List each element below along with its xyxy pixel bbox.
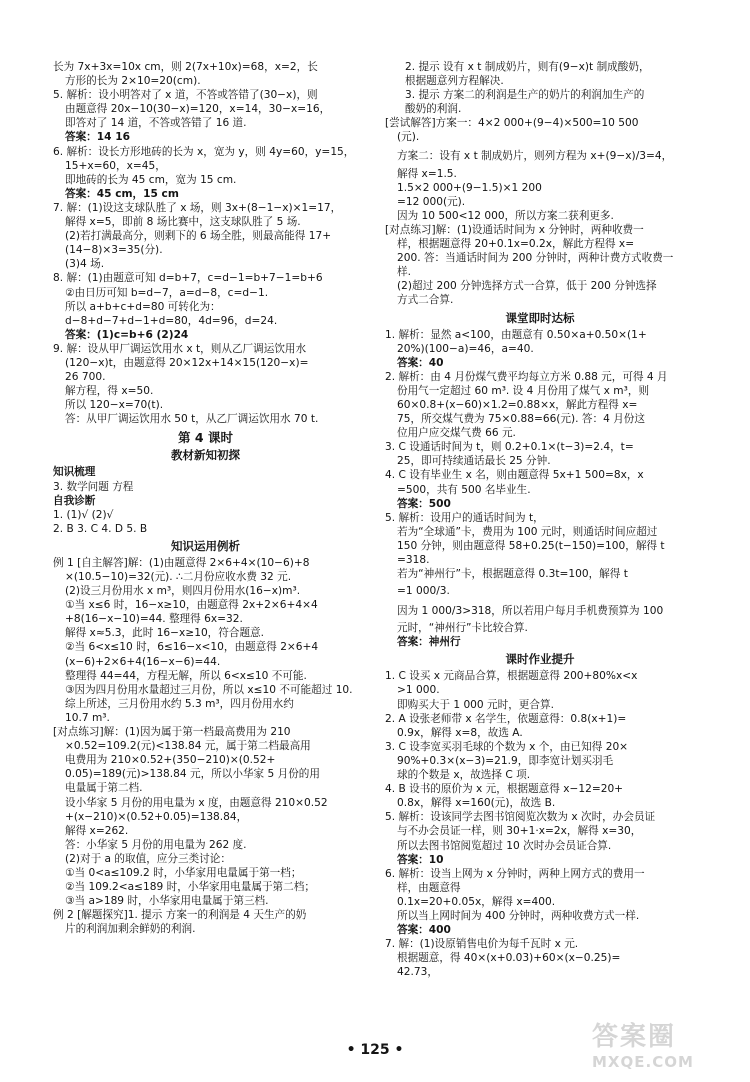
- text-line: ×0.52=109.2(元)<138.84 元，属于第二档最高用: [65, 740, 311, 753]
- text-line: 若为“神州行”卡，根据题意得 0.3t=100，解得 t: [397, 568, 628, 581]
- practice-block: [对点练习]解：(1)设通话时间为 x 分钟时，两种收费一: [385, 223, 644, 236]
- text-line: 所以 120−x=70(t).: [65, 399, 164, 412]
- text-line: (元).: [397, 131, 420, 144]
- answer-item-4: 4. C 设有毕业生 x 名，则由题意得 5x+1 500=8x，x: [385, 469, 644, 482]
- fraction-line: 因为 1 000/3>318，所以若用户每月手机费预算为 100: [397, 605, 664, 618]
- text-line: ×(10.5−10)=32(元). ∴二月份应收水费 32 元.: [65, 571, 292, 583]
- text-line: 电费用为 210×0.52+(350−210)×(0.52+: [65, 754, 276, 767]
- homework-item-3: 3. C 设李宽买羽毛球的个数为 x 个，由已知得 20×: [385, 740, 629, 753]
- text-line: (2)超过 200 分钟选择方式一合算，低于 200 分钟选择: [397, 280, 657, 293]
- answer-item-2: 2. 解析：由 4 月份煤气费平均每立方米 0.88 元，可得 4 月: [385, 370, 668, 383]
- text-line: 90%+0.3×(x−3)=21.9，即李宽计划买羽毛: [397, 754, 614, 767]
- text-line: 设小华家 5 月份的用电量为 x 度，由题意得 210×0.52: [65, 796, 328, 809]
- watermark-title: 答案圈: [592, 1022, 677, 1052]
- text-line: 答：从甲厂调运饮用水 50 t，从乙厂调运饮用水 70 t.: [65, 413, 319, 426]
- text-line: 样，根据题意得 20+0.1x=0.2x，解此方程得 x=: [397, 238, 635, 251]
- answer-label: 答案：神州行: [397, 636, 461, 649]
- text-line: 解方程，得 x=50.: [65, 385, 154, 398]
- answer-label: 答案：(1)c=b+6 (2)24: [65, 328, 189, 341]
- text-line: 即购买大于 1 000 元时，更合算.: [397, 698, 554, 711]
- text-line: ③因为四月份用水量超过三月份，所以 x≤10 不可能超过 10.: [65, 683, 353, 696]
- text-line: 60×0.8+(x−60)×1.2=0.88×x，解此方程得 x=: [397, 398, 638, 411]
- text-line: 1.5×2 000+(9−1.5)×1 200: [397, 181, 542, 194]
- text-line: 片的利润加剩余鲜奶的利润.: [65, 923, 196, 936]
- text-line: 42.73，: [397, 966, 438, 979]
- text-line: 整理得 44=44，方程无解，所以 6<x≤10 不可能.: [65, 669, 307, 682]
- text-line: 球的个数是 x，故选择 C 项.: [397, 769, 531, 782]
- text-line: (14−8)×3=35(分).: [65, 244, 163, 257]
- text-line: 15+x=60，x=45，: [65, 159, 166, 172]
- text-line: 酸奶的利润.: [405, 103, 462, 116]
- example-1: 例 1 [自主解答]解：(1)由题意得 2×6+4×(10−6)+8: [53, 556, 310, 569]
- text-line: (120−x)t，由题意得 20×12x+14×15(120−x)=: [65, 356, 309, 369]
- answer-label: 答案：14 16: [65, 131, 130, 144]
- text-line: (2)若打满最高分，则剩下的 6 场全胜，则最高能得 17+: [65, 230, 332, 243]
- text-line: 解得 x=5，即前 8 场比赛中，这支球队胜了 5 场.: [65, 216, 301, 229]
- text-line: 电量属于第二档.: [65, 782, 143, 795]
- text-line: 根据题意，得 40×(x+0.03)+60×(x−0.25)=: [397, 952, 621, 965]
- text-line: (2)对于 a 的取值，应分三类讨论：: [65, 852, 231, 865]
- text-line: =500，共有 500 名毕业生.: [397, 483, 531, 496]
- text-line: 样.: [397, 266, 411, 279]
- text-line: 份用气一定超过 60 m³. 设 4 月份用了煤气 x m³，则: [397, 384, 650, 397]
- text-line: 长为 7x+3x=10x cm，则 2(7x+10x)=68，x=2，长: [53, 61, 318, 73]
- text-line: 答：小华家 5 月份的用电量为 262 度.: [65, 838, 247, 851]
- text-line: 与不办会员证一样，则 30+1·x=2x，解得 x=30，: [397, 825, 642, 838]
- text-line: +(x−210)×(0.52+0.05)=138.84，: [65, 810, 248, 823]
- text-line: 0.1x=20+0.05x，解得 x=400.: [397, 895, 556, 908]
- text-line: 解得 x=262.: [65, 824, 129, 837]
- homework-item-1: 1. C 设买 x 元商品合算，根据题意得 200+80%x<x: [385, 670, 638, 683]
- text-line: >1 000.: [397, 684, 440, 697]
- text-line: (3)4 场.: [65, 258, 105, 271]
- subsection-heading: 自我诊断: [53, 494, 96, 507]
- answer-item-5: 5. 解析：设小明答对了 x 道，不答或答错了(30−x)，则: [53, 89, 318, 102]
- watermark-logo: [592, 1016, 742, 1076]
- text-line: +8(16−x−10)=44. 整理得 6x=32.: [65, 613, 243, 626]
- answer-item-6: 6. 解析：设长方形地砖的长为 x，宽为 y，则 4y=60，y=15，: [53, 145, 355, 158]
- left-column: [53, 60, 358, 936]
- text-line: 元时，“神州行”卡比较合算.: [397, 622, 528, 635]
- section-heading: 课堂即时达标: [505, 310, 575, 325]
- text-line: ①当 0<a≤109.2 时，小华家用电量属于第一档；: [65, 866, 302, 879]
- text-line: ③当 a>189 时，小华家用电量属于第三档.: [65, 895, 269, 908]
- answer-item-8: 8. 解：(1)由题意可知 d=b+7，c=d−1=b+7−1=b+6: [53, 272, 323, 285]
- text-line: 3. 提示 方案二的利润是生产的奶片的利润加生产的: [405, 89, 645, 102]
- homework-item-2: 2. A 设张老师带 x 名学生，依题意得：0.8(x+1)=: [385, 712, 627, 725]
- answer-label: 答案：400: [397, 924, 451, 937]
- answer-label: 答案：500: [397, 497, 451, 510]
- answer-item-5: 5. 解析：设用户的通话时间为 t，: [385, 511, 544, 524]
- section-heading: 课时作业提升: [505, 652, 575, 667]
- attempt-block: [尝试解答]方案一：4×2 000+(9−4)×500=10 500: [385, 117, 639, 130]
- text-line: 0.9x，解得 x=8，故选 A.: [397, 726, 523, 739]
- text-line: ②当 109.2<a≤189 时，小华家用电量属于第二档；: [65, 881, 315, 894]
- text-line: =12 000(元).: [397, 195, 466, 208]
- text-line: 解得 x=1.5.: [397, 167, 457, 180]
- right-column: [385, 60, 695, 979]
- text-line: 26 700.: [65, 371, 106, 384]
- answer-label: 答案：40: [397, 356, 444, 369]
- homework-item-6: 6. 解析：设当上网为 x 分钟时，两种上网方式的费用一: [385, 867, 645, 880]
- homework-item-4: 4. B 设书的原价为 x 元，根据题意得 x−12=20+: [385, 783, 624, 796]
- watermark-url: MXQE.COM: [592, 1053, 694, 1071]
- answer-item-9: 9. 解：设从甲厂调运饮用水 x t，则从乙厂调运饮用水: [53, 342, 307, 355]
- homework-item-7: 7. 解：(1)设原销售电价为每千瓦时 x 元.: [385, 938, 579, 951]
- text-line: 所以 a+b+c+d=80 可转化为：: [65, 300, 221, 313]
- answer-item-3: 3. C 设通话时间为 t，则 0.2+0.1×(t−3)=2.4，t=: [385, 441, 634, 454]
- text-line: 即地砖的长为 45 cm，宽为 15 cm.: [65, 173, 237, 186]
- text-line: ②由日历可知 b=d−7，a=d−8，c=d−1.: [65, 286, 269, 299]
- text-line: 方形的长为 2×10=20(cm).: [65, 75, 201, 88]
- homework-item-5: 5. 解析：设该同学去图书馆阅览次数为 x 次时，办会员证: [385, 811, 656, 824]
- section-heading: 教材新知初探: [171, 448, 240, 463]
- lesson-heading: 第 4 课时: [178, 430, 233, 446]
- text-line: 因为 10 500<12 000，所以方案二获利更多.: [397, 209, 614, 222]
- answer-label: 答案：10: [397, 853, 444, 866]
- example-2: 例 2 [解题探究]1. 提示 方案一的利润是 4 天生产的奶: [53, 909, 307, 922]
- text-line: 0.8x，解得 x=160(元)，故选 B.: [397, 797, 556, 810]
- answer-item-7: 7. 解：(1)设这支球队胜了 x 场，则 3x+(8−1−x)×1=17，: [53, 201, 342, 214]
- equation-line: 方案二：设有 x t 制成奶片，则列方程为 x+(9−x)/3=4，: [397, 149, 673, 162]
- text-line: 200. 答：当通话时间为 200 分钟时，两种计费方式收费一: [397, 252, 674, 265]
- text-line: (x−6)+2×6+4(16−x−6)=44.: [65, 655, 221, 668]
- practice-block: [对点练习]解：(1)因为属于第一档最高费用为 210: [53, 726, 291, 739]
- fraction-line: =1 000/3.: [397, 585, 450, 598]
- text-line: 所以去图书馆阅览超过 10 次时办会员证合算.: [397, 839, 612, 852]
- text-line: 位用户应交煤气费 66 元.: [397, 427, 516, 440]
- text-line: 所以当上网时间为 400 分钟时，两种收费方式一样.: [397, 909, 640, 922]
- text-line: 综上所述，三月份用水约 5.3 m³，四月份用水约: [65, 697, 294, 710]
- text-line: 若为“全球通”卡，费用为 100 元时，则通话时间应超过: [397, 525, 658, 538]
- text-line: 即答对了 14 道，不答或答错了 16 道.: [65, 117, 247, 130]
- text-line: 1. (1)√ (2)√: [53, 508, 114, 521]
- text-line: 150 分钟，则由题意得 58+0.25(t−150)=100，解得 t: [397, 539, 665, 552]
- text-line: d−8+d−7+d−1+d=80，4d=96，d=24.: [65, 314, 278, 327]
- answer-label: 答案：45 cm，15 cm: [65, 187, 179, 200]
- subsection-heading: 知识梳理: [53, 466, 96, 479]
- text-line: 25，即可持续通话最长 25 分钟.: [397, 455, 551, 468]
- text-line: 2. 提示 设有 x t 制成奶片，则有(9−x)t 制成酸奶，: [405, 61, 650, 73]
- text-line: =318.: [397, 554, 430, 566]
- text-line: 0.05)=189(元)>138.84 元，所以小华家 5 月份的用: [65, 768, 320, 781]
- page-number: • 125 •: [346, 1042, 404, 1058]
- text-line: 3. 数学问题 方程: [53, 480, 134, 493]
- text-line: 方式二合算.: [397, 294, 454, 307]
- text-line: 20%)(100−a)=46，a=40.: [397, 342, 534, 355]
- text-line: 10.7 m³.: [65, 711, 110, 724]
- text-line: ①当 x≤6 时，16−x≥10，由题意得 2x+2×6+4×4: [65, 599, 318, 612]
- text-line: 2. B 3. C 4. D 5. B: [53, 522, 148, 535]
- answer-item-1: 1. 解析：显然 a<100，由题意有 0.50×a+0.50×(1+: [385, 328, 647, 341]
- text-line: 根据题意列方程解决.: [405, 75, 504, 88]
- text-line: ②当 6<x≤10 时，6≤16−x<10，由题意得 2×6+4: [65, 641, 319, 654]
- text-line: (2)设三月份用水 x m³，则四月份用水(16−x)m³.: [65, 585, 301, 598]
- text-line: 75，所交煤气费为 75×0.88=66(元). 答：4 月份这: [397, 413, 645, 426]
- text-line: 样，由题意得: [397, 881, 461, 894]
- section-heading: 知识运用例析: [171, 538, 240, 553]
- text-line: 解得 x≈5.3，此时 16−x≥10，符合题意.: [65, 627, 265, 640]
- text-line: 由题意得 20x−10(30−x)=120，x=14，30−x=16，: [65, 103, 331, 116]
